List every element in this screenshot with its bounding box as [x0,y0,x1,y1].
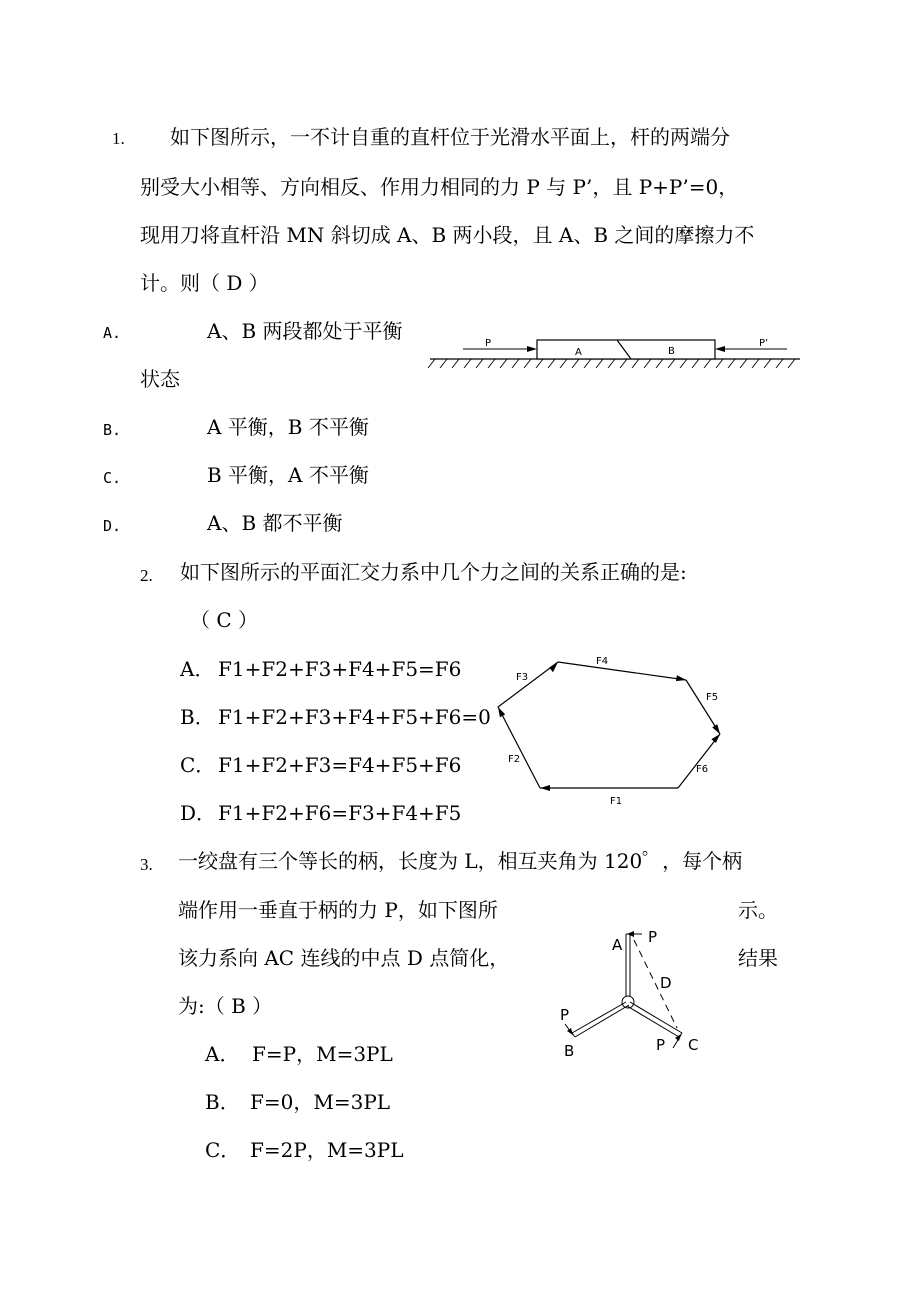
q2-option-d-text: F1+F2+F6=F3+F4+F5 [218,801,462,825]
q1-option-d-label: D. [103,517,122,535]
q2-option-d-label: D． [180,801,217,825]
q3-option-b-label: B． [205,1090,240,1114]
label-f3: F3 [516,672,529,683]
q2-option-a-text: F1+F2+F3+F4+F5=F6 [218,657,462,681]
label-c: C [688,1036,699,1054]
q2-option-b-label: B． [180,705,215,729]
q3-stem-line-4: 为:（ B ） [178,994,273,1018]
q3-stem-line-2b: 示。 [738,898,778,922]
q3-option-c-text: F=2P，M=3PL [250,1138,404,1162]
label-p-prime: P’ [759,338,769,349]
label-a: A [575,347,582,358]
q1-option-c-label: C. [103,469,122,487]
q3-stem-line-1: 一绞盘有三个等长的柄，长度为 L，相互夹角为 120゜，每个柄 [178,849,743,873]
q2-option-a-label: A． [180,657,215,681]
q3-number: 3. [140,855,153,874]
label-f1: F1 [610,796,623,807]
rod [537,340,715,359]
q3-option-a-label: A． [205,1042,240,1066]
q3-option-a-text: F=P，M=3PL [252,1042,393,1066]
q1-option-b-text: A 平衡，B 不平衡 [207,415,369,439]
q2-option-b-text: F1+F2+F3+F4+F5+F6=0 [218,705,491,729]
label-p: P [485,338,492,349]
q1-stem-line-3: 现用刀将直杆沿 MN 斜切成 A、B 两小段，且 A、B 之间的摩擦力不 [140,223,755,247]
vector-f4 [558,662,686,680]
label-a: A [612,936,623,954]
q2-stem-line-2: （ C ） [190,608,259,632]
q3-stem-line-3a: 该力系向 AC 连线的中点 D 点简化， [178,946,510,970]
q1-option-a-text: A、B 两段都处于平衡 [207,319,403,343]
label-b: B [564,1042,575,1060]
q1-option-d-text: A、B 都不平衡 [207,511,343,535]
label-f5: F5 [706,692,719,703]
q2-number: 2. [140,566,153,585]
q1-stem-line-2: 别受大小相等、方向相反、作用力相同的力 P 与 P’，且 P+P’=0， [140,175,739,199]
q1-stem-line-4: 计。则（ D ） [140,271,269,295]
ground-hatch [428,359,795,368]
q1-option-a-label: A. [103,324,122,342]
label-f6: F6 [696,764,709,775]
label-d: D [660,974,672,992]
q1-option-c-text: B 平衡，A 不平衡 [207,463,369,487]
vector-f6 [678,734,720,788]
q3-winch-figure [550,920,710,1065]
q1-number: 1. [112,129,125,148]
q3-option-c-label: C． [205,1138,241,1162]
label-p-c: P [656,1036,666,1054]
q1-stem-line-1: 如下图所示，一不计自重的直杆位于光滑水平面上，杆的两端分 [170,125,730,149]
label-f2: F2 [508,754,521,765]
q2-option-c-label: C． [180,753,216,777]
label-b: B [668,346,675,357]
q1-option-b-label: B. [103,421,122,439]
q3-stem-line-3b: 结果 [738,946,778,970]
vector-f3 [498,662,558,707]
q2-force-polygon-figure [490,650,730,810]
vector-f2 [498,707,540,788]
label-f4: F4 [596,656,609,667]
q2-stem-line-1: 如下图所示的平面汇交力系中几个力之间的关系正确的是: [180,560,687,584]
label-p-b: P [560,1006,570,1024]
label-p-a: P [648,928,658,946]
q1-rod-figure [425,330,805,375]
q2-option-c-text: F1+F2+F3=F4+F5+F6 [218,753,462,777]
q3-option-b-text: F=0，M=3PL [250,1090,391,1114]
q3-stem-line-2a: 端作用一垂直于柄的力 P，如下图所 [178,898,498,922]
q1-option-a-cont: 状态 [140,367,180,391]
